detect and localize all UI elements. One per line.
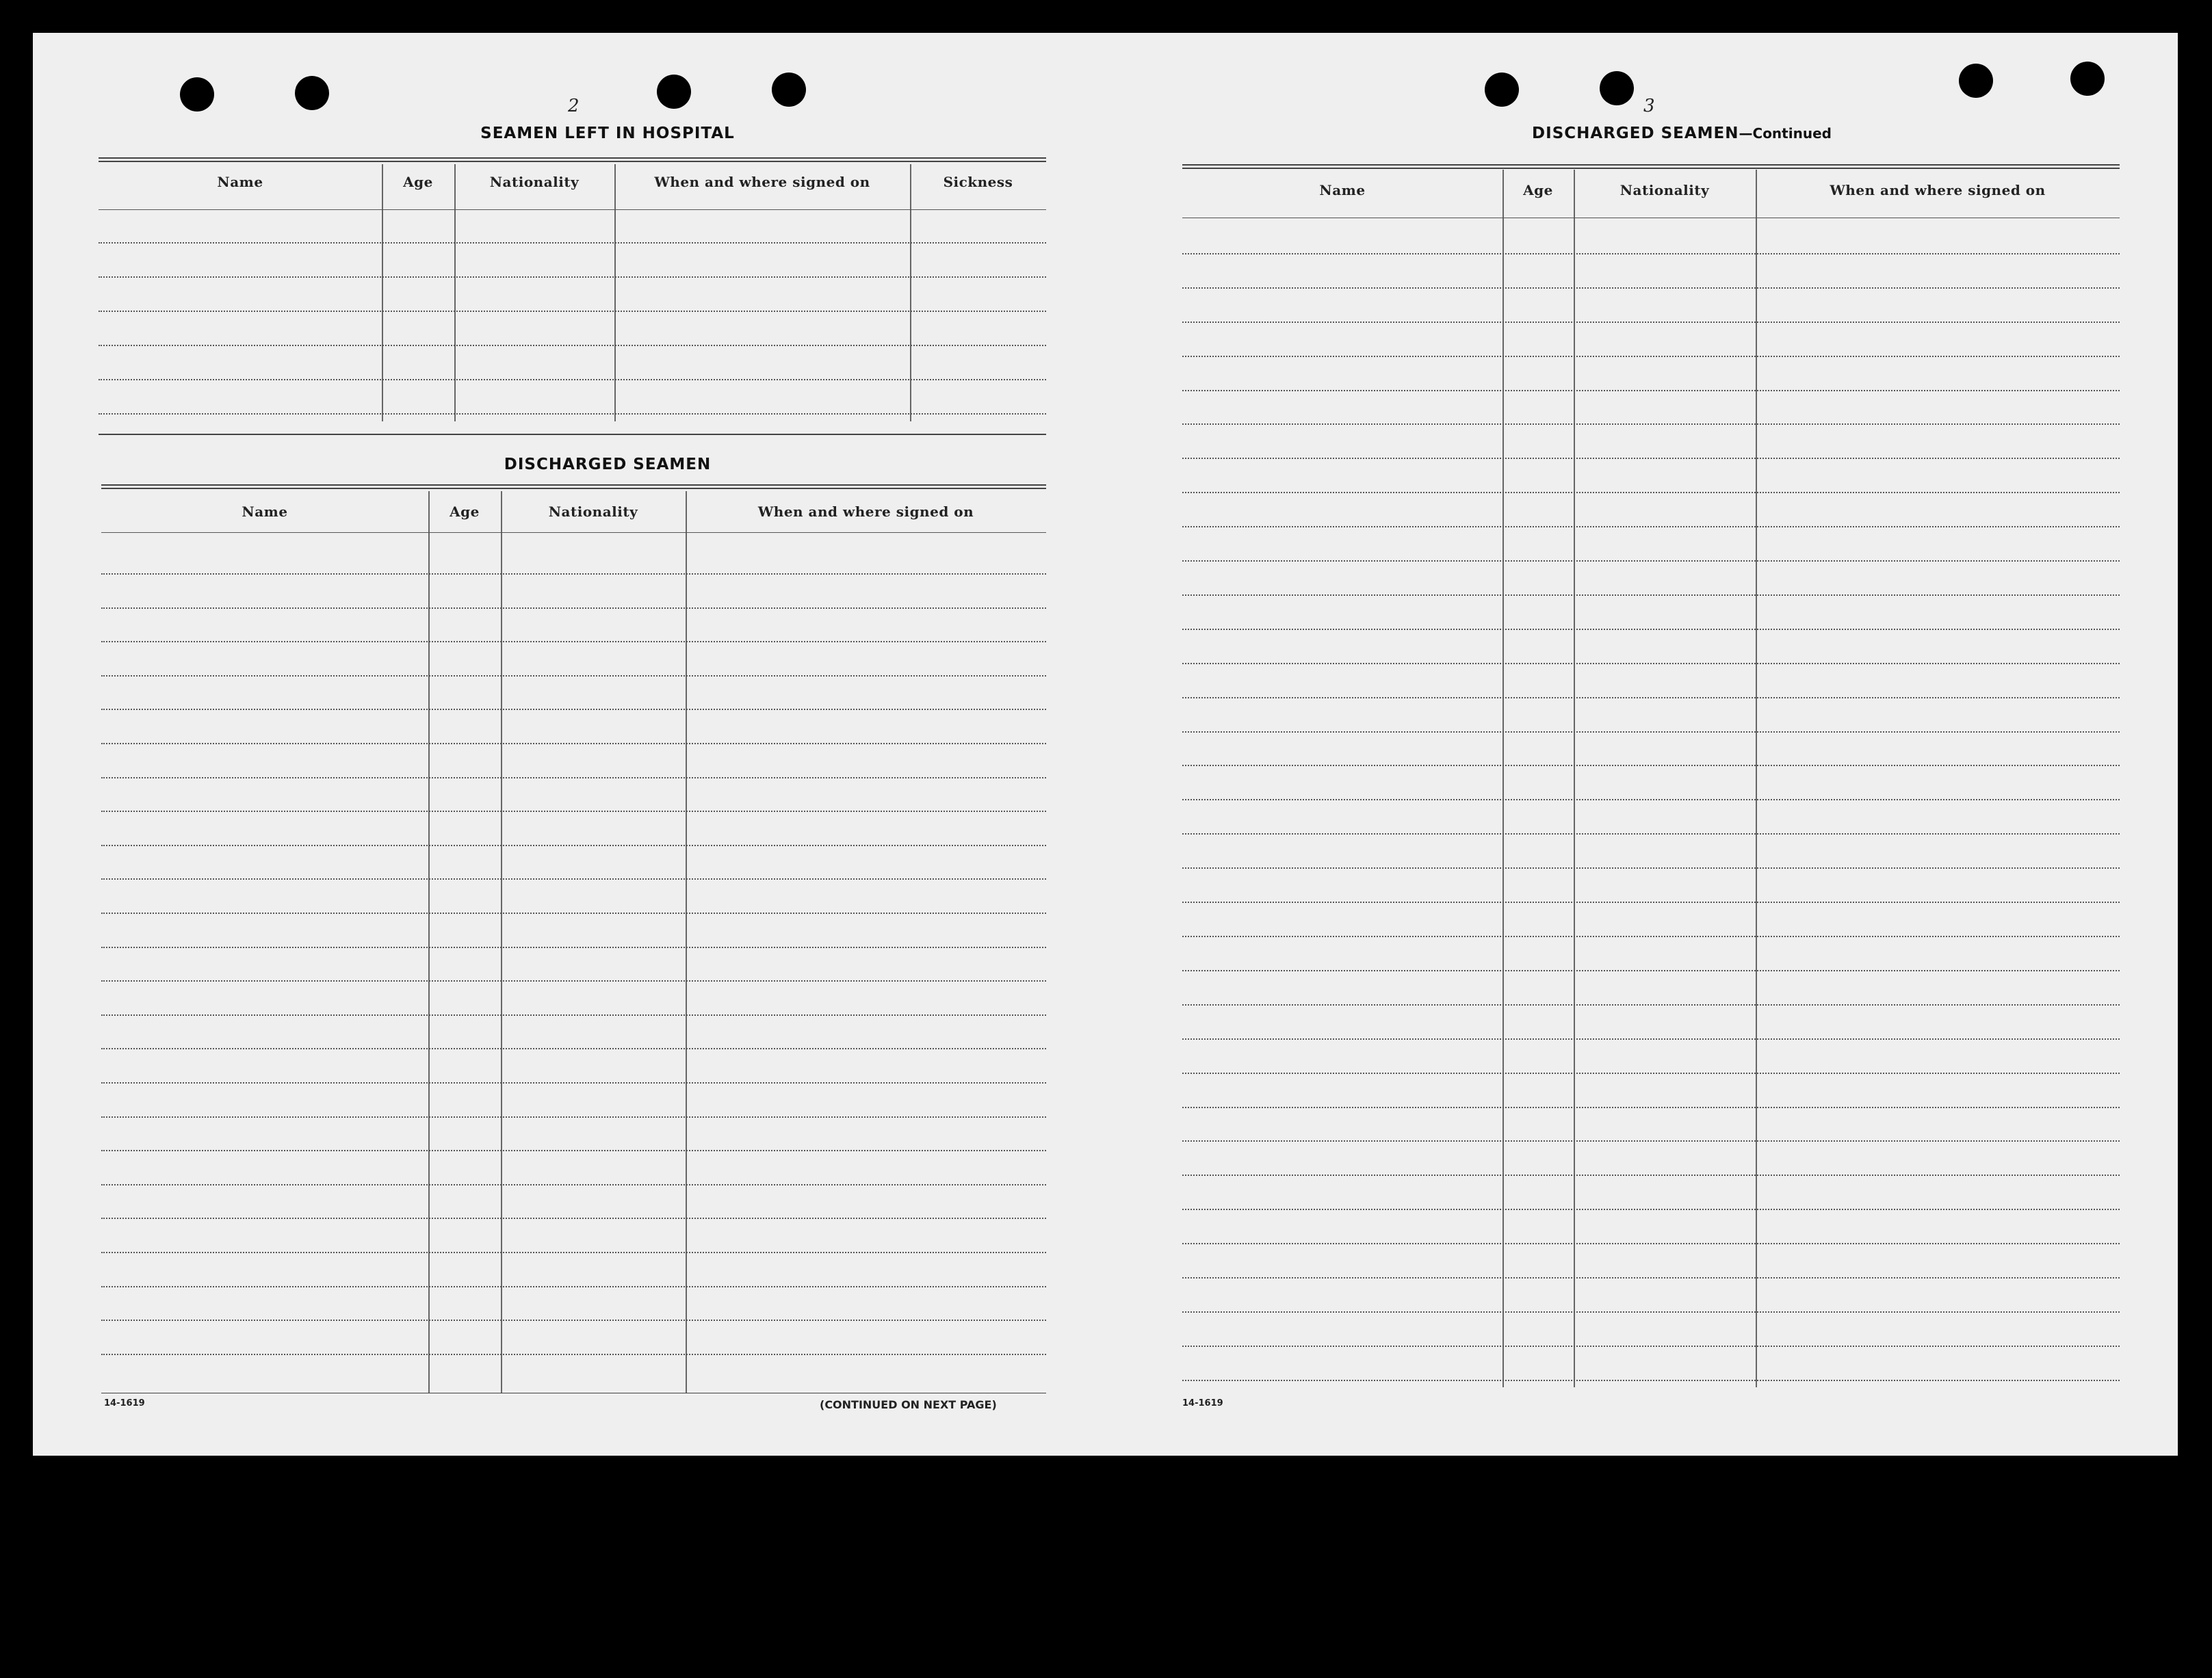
column-header-when-where-signed-on: When and where signed on	[654, 174, 870, 190]
table-row-line	[1182, 833, 2120, 835]
column-divider	[428, 491, 430, 1393]
table-row-line	[1182, 1175, 2120, 1176]
hospital-top-rule	[99, 157, 1046, 162]
column-header-nationality: Nationality	[548, 503, 638, 520]
table-row-line	[1182, 253, 2120, 254]
table-row-line	[1182, 322, 2120, 323]
table-row-line	[1182, 594, 2120, 596]
table-row-line	[1182, 936, 2120, 937]
column-divider	[686, 491, 687, 1393]
table-row-line	[101, 947, 1046, 948]
header-underline	[101, 532, 1046, 533]
table-row-line	[101, 913, 1046, 914]
discharged-top-rule	[101, 484, 1046, 489]
table-row-line	[1182, 390, 2120, 391]
punch-hole	[1600, 71, 1634, 105]
table-row-line	[1182, 1004, 2120, 1006]
punch-hole	[657, 75, 691, 109]
footer-form-number-left: 14-1619	[104, 1398, 145, 1408]
continued-suffix: —Continued	[1739, 125, 1832, 142]
table-row-line	[1182, 1073, 2120, 1074]
column-header-name: Name	[242, 503, 288, 520]
table-row-line	[1182, 1311, 2120, 1313]
table-row-line	[99, 311, 1046, 312]
punch-hole	[295, 76, 329, 110]
punch-hole	[772, 73, 806, 107]
table-row-line	[101, 980, 1046, 982]
table-row-line	[1182, 1243, 2120, 1244]
discharged-continued-title-main: DISCHARGED SEAMEN	[1532, 124, 1739, 142]
column-header-age: Age	[1523, 182, 1553, 198]
table-row-line	[1182, 663, 2120, 664]
table-row-line	[99, 276, 1046, 278]
right-top-rule	[1182, 164, 2120, 169]
table-row-line	[101, 811, 1046, 812]
table-row-line	[101, 1150, 1046, 1151]
discharged-section-title: DISCHARGED SEAMEN	[504, 456, 712, 473]
punch-hole	[2070, 62, 2105, 96]
table-row-line	[1182, 1380, 2120, 1381]
table-row-line	[101, 1286, 1046, 1287]
table-row-line	[1182, 867, 2120, 869]
table-row-line	[101, 573, 1046, 575]
page-number-right: 3	[1643, 96, 1655, 116]
column-divider	[454, 164, 456, 421]
page-number-left: 2	[568, 96, 580, 116]
table-row-line	[1182, 1038, 2120, 1040]
table-row-line	[1182, 560, 2120, 562]
column-header-age: Age	[450, 503, 480, 520]
table-row-line	[101, 845, 1046, 846]
table-row-line	[1182, 970, 2120, 971]
column-header-when-where-signed-on: When and where signed on	[757, 503, 974, 520]
table-row-line	[1182, 765, 2120, 766]
table-row-line	[99, 345, 1046, 346]
column-header-name: Name	[217, 174, 263, 190]
table-row-line	[101, 641, 1046, 642]
column-divider	[1502, 170, 1504, 1387]
column-divider	[1574, 170, 1575, 1387]
table-row-line	[1182, 629, 2120, 630]
column-divider	[910, 164, 911, 421]
table-row-line	[99, 242, 1046, 244]
table-row-line	[1182, 1209, 2120, 1210]
hospital-section-title: SEAMEN LEFT IN HOSPITAL	[480, 124, 735, 142]
table-row-line	[1182, 697, 2120, 698]
document-sheet	[33, 33, 2178, 1456]
table-row-line	[1182, 1346, 2120, 1347]
table-row-line	[1182, 799, 2120, 800]
column-header-name: Name	[1319, 182, 1366, 198]
table-row-line	[1182, 1277, 2120, 1279]
continued-note: (CONTINUED ON NEXT PAGE)	[820, 1398, 997, 1411]
table-row-line	[101, 1252, 1046, 1253]
column-header-sickness: Sickness	[943, 174, 1013, 190]
table-row-line	[101, 1218, 1046, 1219]
table-row-line	[101, 709, 1046, 710]
table-row-line	[99, 379, 1046, 380]
table-row-line	[101, 1184, 1046, 1185]
table-row-line	[1182, 1107, 2120, 1108]
table-bottom-rule	[99, 434, 1046, 435]
column-header-when-where-signed-on: When and where signed on	[1830, 182, 2046, 198]
table-row-line	[101, 1082, 1046, 1084]
table-row-line	[101, 1048, 1046, 1049]
table-row-line	[101, 675, 1046, 677]
table-row-line	[101, 1116, 1046, 1118]
column-divider	[614, 164, 616, 421]
punch-hole	[180, 77, 214, 112]
column-divider	[1756, 170, 1757, 1387]
column-header-nationality: Nationality	[1619, 182, 1710, 198]
table-row-line	[1182, 1140, 2120, 1142]
table-row-line	[1182, 492, 2120, 493]
table-row-line	[101, 743, 1046, 744]
punch-hole	[1959, 64, 1993, 98]
column-header-age: Age	[403, 174, 433, 190]
punch-hole	[1485, 73, 1519, 107]
table-row-line	[1182, 902, 2120, 903]
table-row-line	[101, 1014, 1046, 1016]
table-row-line	[101, 1320, 1046, 1321]
discharged-continued-title	[1374, 124, 1990, 142]
table-row-line	[101, 878, 1046, 880]
table-row-line	[1182, 287, 2120, 289]
table-row-line	[99, 413, 1046, 415]
table-row-line	[101, 607, 1046, 609]
table-row-line	[101, 1354, 1046, 1355]
table-row-line	[1182, 731, 2120, 733]
table-row-line	[1182, 458, 2120, 459]
table-row-line	[1182, 356, 2120, 357]
column-header-nationality: Nationality	[489, 174, 580, 190]
table-row-line	[1182, 423, 2120, 425]
table-row-line	[1182, 526, 2120, 527]
column-divider	[382, 164, 383, 421]
table-row-line	[101, 777, 1046, 778]
footer-form-number-right: 14-1619	[1182, 1398, 1223, 1408]
header-underline	[99, 209, 1046, 210]
column-divider	[501, 491, 502, 1393]
